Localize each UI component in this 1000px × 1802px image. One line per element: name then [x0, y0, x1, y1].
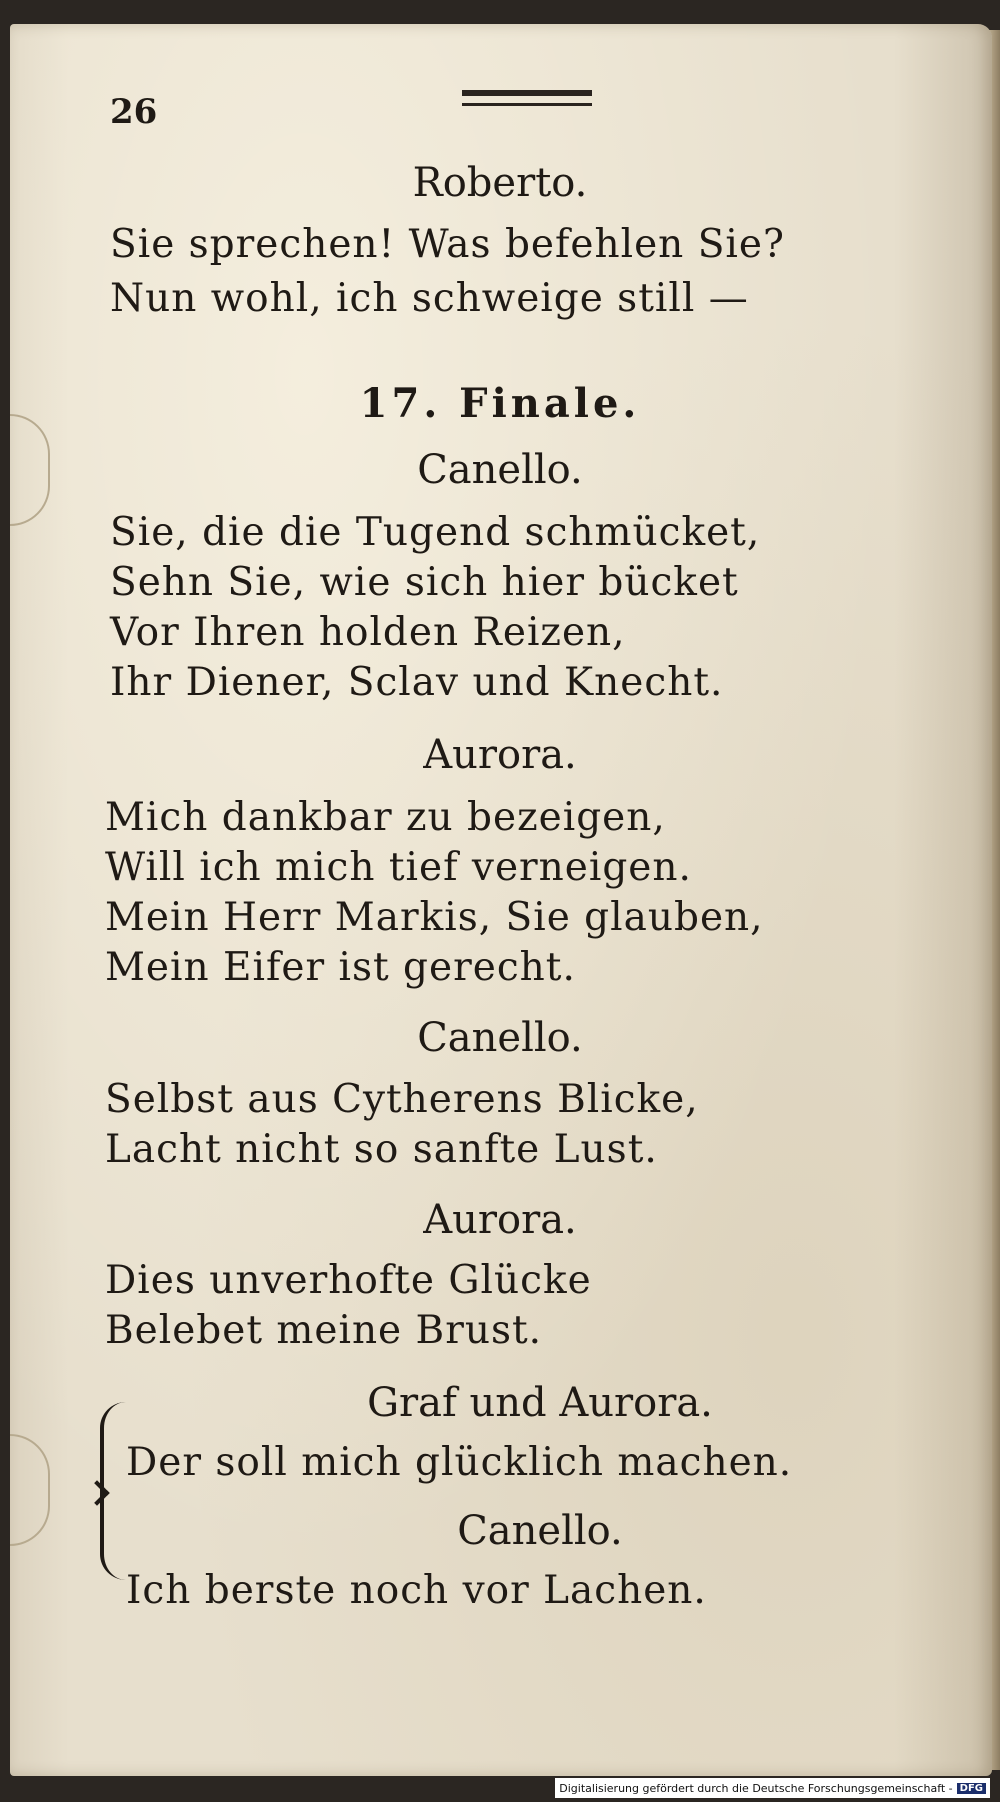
header-rule: [462, 103, 592, 106]
verse-line: Sie sprechen! Was befehlen Sie?: [110, 222, 785, 267]
footer-attribution: [555, 1778, 990, 1798]
speaker-name: Graf und Aurora.: [367, 1380, 713, 1426]
verse-line: Der soll mich glücklich machen.: [126, 1440, 793, 1485]
speaker-name: Aurora.: [423, 732, 577, 778]
verse-line: Sehn Sie, wie sich hier bücket: [110, 560, 739, 605]
verse-line: Selbst aus Cytherens Blicke,: [105, 1077, 699, 1122]
page-number: 26: [110, 92, 158, 132]
speaker-name: Canello.: [417, 447, 583, 493]
verse-line: Belebet meine Brust.: [105, 1308, 543, 1353]
verse-line: Dies unverhofte Glücke: [105, 1258, 592, 1303]
speaker-name: Aurora.: [423, 1197, 577, 1243]
speaker-name: Canello.: [457, 1508, 623, 1554]
verse-line: Will ich mich tief verneigen.: [105, 845, 692, 890]
footer-text: Digitalisierung gefördert durch die Deutsche Forschungsgemeinschaft -: [559, 1781, 953, 1795]
dfg-logo: DFG: [957, 1783, 986, 1794]
verse-line: Mich dankbar zu bezeigen,: [105, 795, 666, 840]
verse-line: Mein Herr Markis, Sie glauben,: [105, 895, 764, 940]
verse-line: Nun wohl, ich schweige still —: [110, 276, 749, 321]
verse-line: Mein Eifer ist gerecht.: [105, 945, 576, 990]
verse-line: Ihr Diener, Sclav und Knecht.: [110, 660, 724, 705]
header-rule: [462, 90, 592, 96]
speaker-name: Roberto.: [412, 160, 588, 206]
verse-line: Ich berste noch vor Lachen.: [126, 1568, 707, 1613]
section-heading: 17. Finale.: [359, 380, 641, 427]
speaker-name: Canello.: [417, 1015, 583, 1061]
verse-line: Vor Ihren holden Reizen,: [110, 610, 626, 655]
verse-line: Sie, die die Tugend schmücket,: [110, 510, 761, 555]
verse-line: Lacht nicht so sanfte Lust.: [105, 1127, 658, 1172]
